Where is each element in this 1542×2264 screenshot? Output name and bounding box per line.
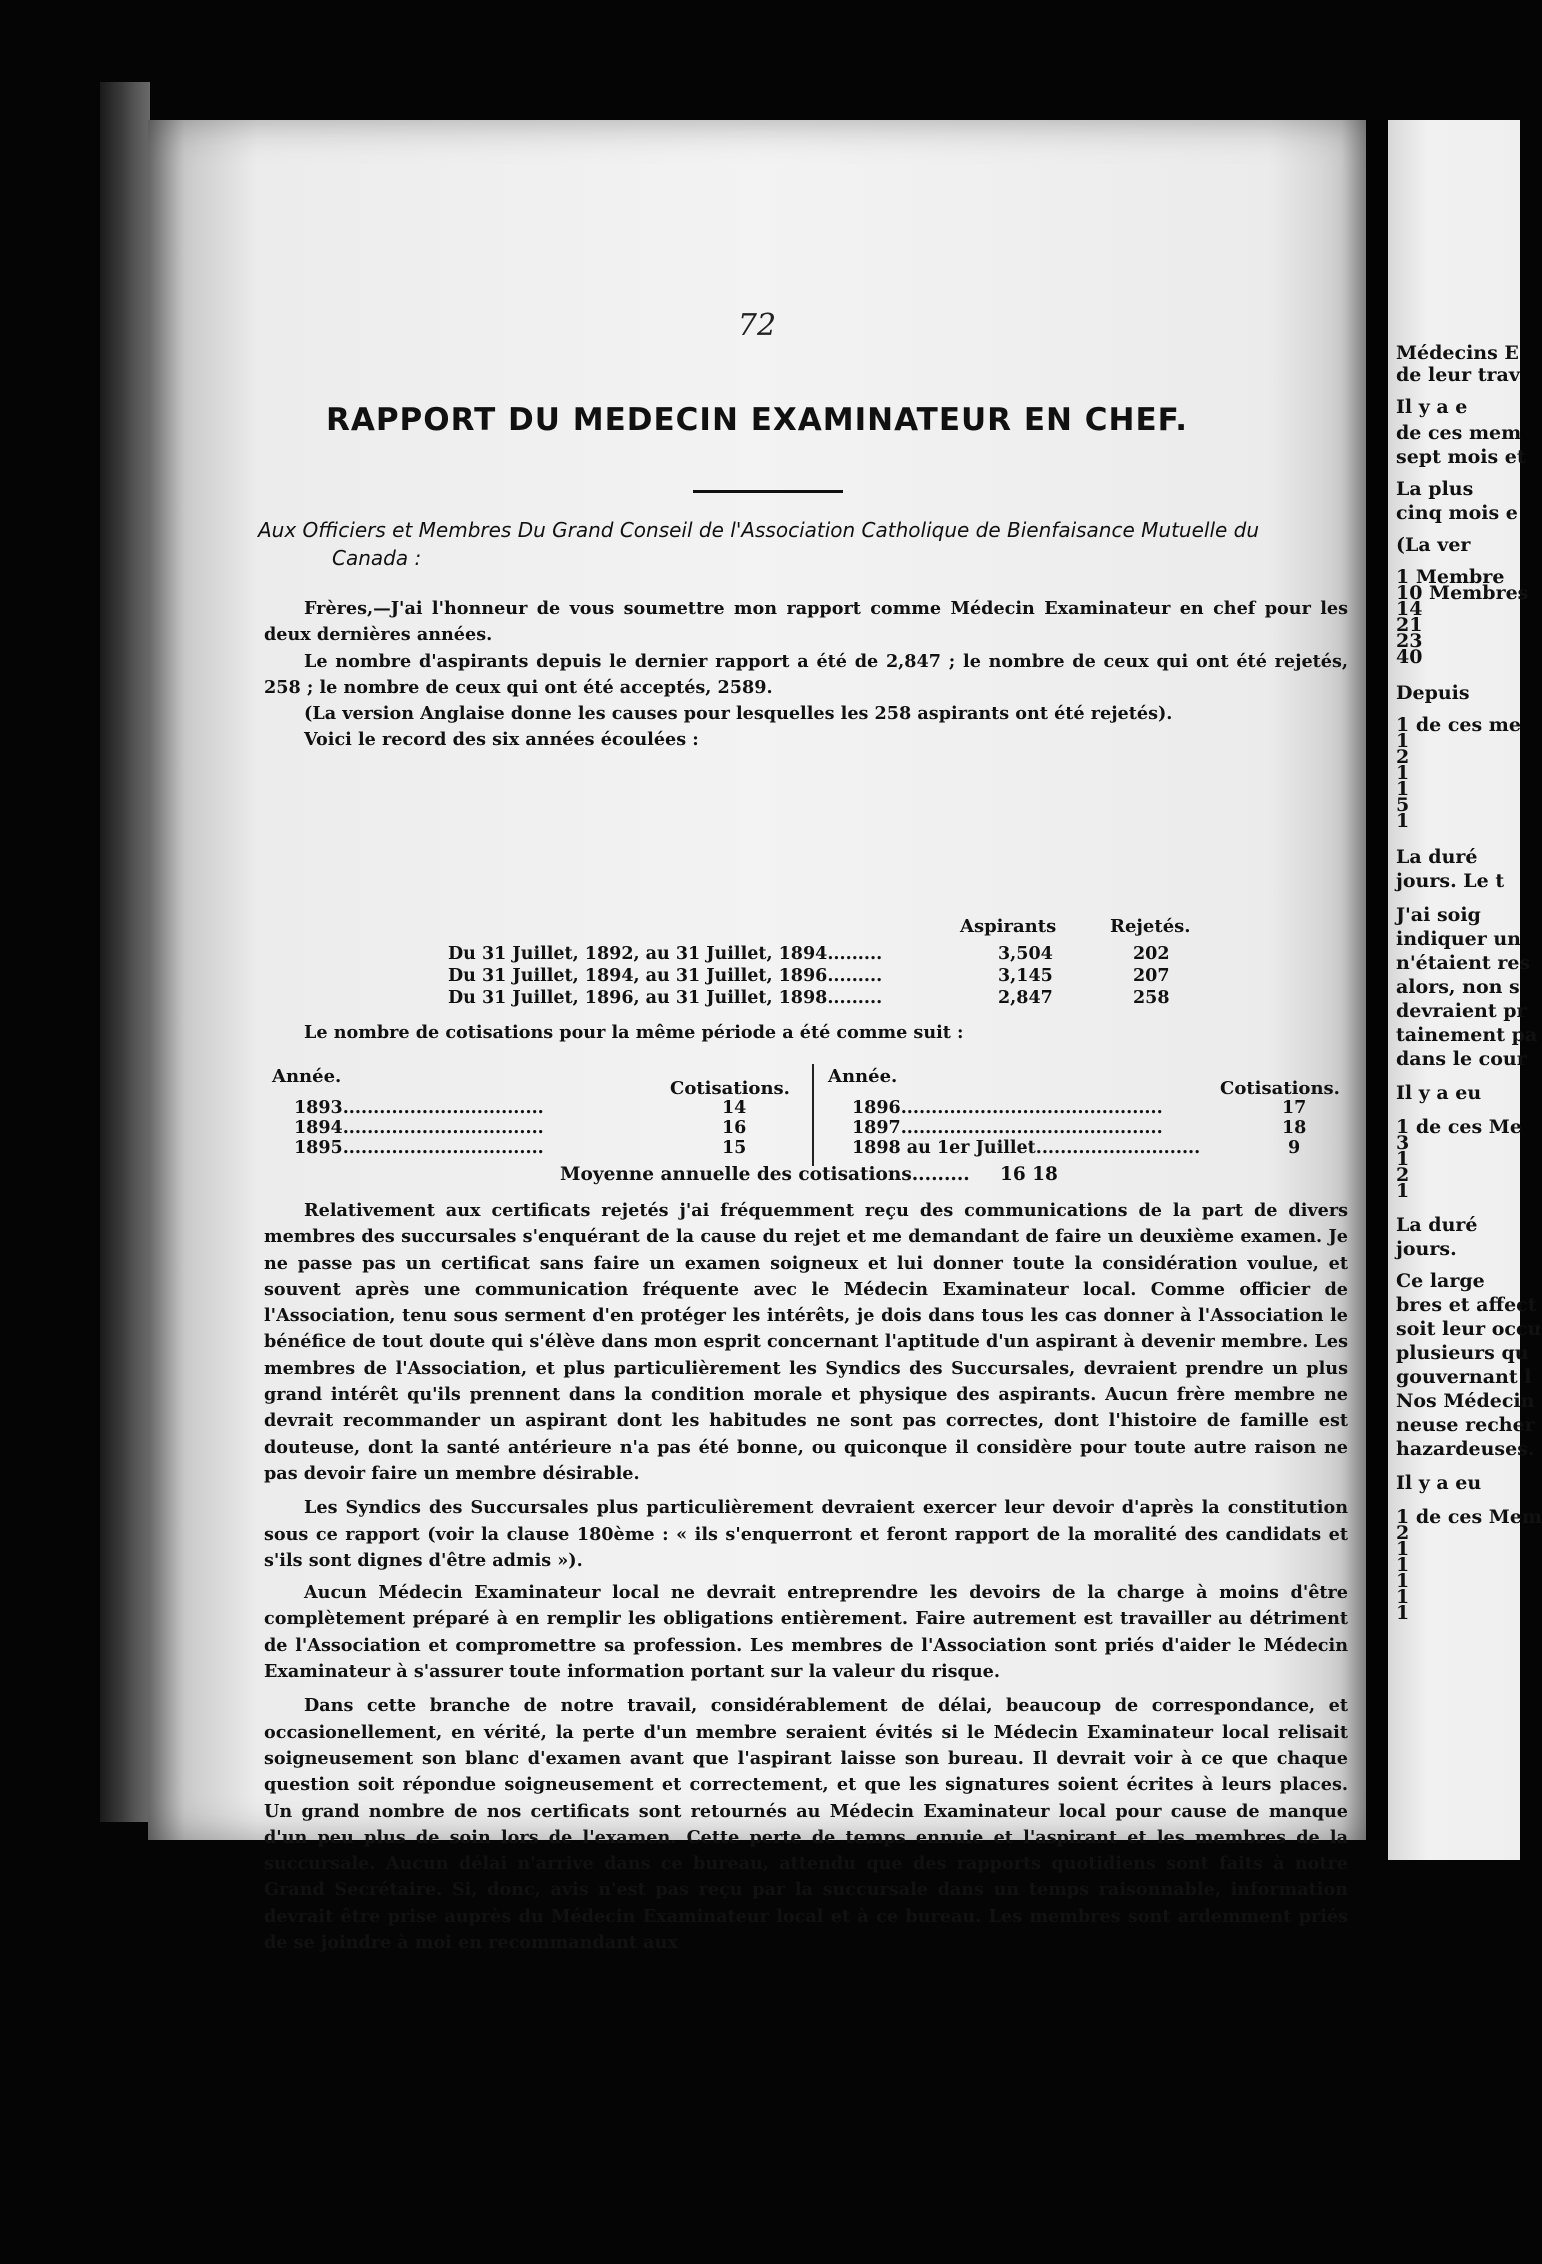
page-gutter: [1366, 120, 1388, 1840]
facing-page-line: 1: [1396, 1148, 1410, 1170]
cotisations-year-right: 1898 au 1er Juillet...........................: [852, 1138, 1201, 1158]
facing-page-line: Il y a e: [1396, 396, 1468, 418]
cotisations-value-left: 14: [722, 1098, 747, 1118]
facing-page-line: dans le cour: [1396, 1048, 1527, 1070]
paragraph-6: Relativement aux certificats rejetés j'ai fréquemment reçu des communications de la part de divers membres des succursales s'enquérant de la cause du rejet et me demandant de faire un deuxième examen. Je ne passe pas un certificat sans faire un examen soigneux et lui donner toute la considération voulue, et souvent après une communication fréquente avec le Médecin Examinateur local. Comme officier de l'Association, tenu sous serment d'en protéger les intérêts, je dois dans tous les cas donner à l'Association le bénéfice de tout doute qui s'élève dans mon esprit concernant l'aptitude d'un aspirant à devenir membre. Les membres de l'Association, et plus particulièrement les Syndics des Succursales, devraient prendre un plus grand intérêt qu'ils prennent dans la condition morale et physique des aspirants. Aucun frère membre ne devrait recommander un aspirant dont les habitudes ne sont pas correctes, dont l'histoire de famille est douteuse, dont la santé antérieure n'a pas été bonne, ou quiconque il considère pour toute autre raison ne pas devoir faire un membre désirable.: [264, 1200, 1348, 1484]
title-divider: [693, 490, 843, 493]
facing-page-line: tainement pa: [1396, 1024, 1538, 1046]
paragraph-2: Le nombre d'aspirants depuis le dernier rapport a été de 2,847 ; le nombre de ceux qui ont été rejetés, 258 ; le nombre de ceux qui ont été acceptés, 2589.: [264, 650, 1348, 698]
facing-page-line: 1: [1396, 1586, 1410, 1608]
facing-page-line: 3: [1396, 1132, 1410, 1154]
cotisations-value-right: 9: [1288, 1138, 1301, 1158]
facing-page-line: 5: [1396, 794, 1410, 816]
record-header-rejetes: Rejetés.: [1110, 916, 1191, 937]
cotisations-year-right: 1896...........................................: [852, 1098, 1163, 1118]
record-row-period: Du 31 Juillet, 1894, au 31 Juillet, 1896.........: [448, 966, 883, 986]
paragraph-3: (La version Anglaise donne les causes pour lesquelles les 258 aspirants ont été rejetés).: [304, 703, 1173, 725]
address-line-2: Canada :: [332, 546, 422, 570]
record-header-aspirants: Aspirants: [960, 916, 1057, 937]
cotisations-year-left: 1893.................................: [294, 1098, 544, 1118]
facing-page-line: hazardeuses.: [1396, 1438, 1535, 1460]
page-number: 72: [737, 308, 777, 343]
cotisations-header-value-left: Cotisations.: [670, 1078, 790, 1099]
facing-page-line: Il y a eu: [1396, 1082, 1482, 1104]
facing-page-line: La duré: [1396, 1214, 1478, 1236]
facing-page-line: 23: [1396, 630, 1423, 652]
facing-page-line: 2: [1396, 746, 1410, 768]
facing-page-line: 14: [1396, 598, 1423, 620]
address-line-1: Aux Officiers et Membres Du Grand Conseil de l'Association Catholique de Bienfaisance Mutuelle du: [258, 518, 1260, 542]
facing-page-line: 1 Membre: [1396, 566, 1505, 588]
page-title: RAPPORT DU MEDECIN EXAMINATEUR EN CHEF.: [325, 402, 1189, 438]
record-row-rejetes: 258: [1133, 988, 1170, 1008]
facing-page-line: 1: [1396, 778, 1410, 800]
facing-page-line: gouvernant l: [1396, 1366, 1532, 1388]
facing-page-line: devraient pr: [1396, 1000, 1527, 1022]
paragraph-5: Le nombre de cotisations pour la même période a été comme suit :: [304, 1022, 964, 1043]
facing-page-line: sept mois et: [1396, 446, 1526, 468]
facing-page-line: (La ver: [1396, 534, 1471, 556]
facing-page-line: 1 de ces Me: [1396, 1116, 1522, 1138]
cotisations-year-right: 1897...........................................: [852, 1118, 1163, 1138]
facing-page-line: plusieurs qu: [1396, 1342, 1529, 1364]
facing-page-line: jours. Le t: [1396, 870, 1505, 892]
book-binding-edge: [100, 82, 150, 1822]
facing-page-line: 21: [1396, 614, 1423, 636]
facing-page-line: 1: [1396, 1602, 1410, 1624]
facing-page-line: indiquer un: [1396, 928, 1521, 950]
cotisations-value-left: 16: [722, 1118, 747, 1138]
facing-page-line: Nos Médecin: [1396, 1390, 1535, 1412]
cotisations-year-left: 1895.................................: [294, 1138, 544, 1158]
document-page: [148, 120, 1366, 1954]
facing-page-line: 2: [1396, 1164, 1410, 1186]
facing-page-line: 2: [1396, 1522, 1410, 1544]
facing-page-line: de ces mem: [1396, 422, 1522, 444]
facing-page-line: La plus: [1396, 478, 1474, 500]
cotisations-average-label: Moyenne annuelle des cotisations.........: [560, 1164, 970, 1185]
paragraph-7: Les Syndics des Succursales plus particulièrement devraient exercer leur devoir d'après la constitution sous ce rapport (voir la clause 180ème : « ils s'enquerront et feront rapport de la moralité des candidats et s'ils sont dignes d'être admis »).: [264, 1497, 1348, 1571]
facing-page-line: Depuis: [1396, 682, 1470, 704]
cotisations-average-value: 16 18: [1000, 1164, 1058, 1185]
cotisations-column-divider: [812, 1064, 814, 1166]
record-row-aspirants: 2,847: [998, 988, 1053, 1008]
record-row-aspirants: 3,145: [998, 966, 1053, 986]
record-row-aspirants: 3,504: [998, 944, 1053, 964]
record-row-period: Du 31 Juillet, 1892, au 31 Juillet, 1894.........: [448, 944, 883, 964]
report-body: [264, 1198, 1348, 1956]
facing-page-line: neuse recher: [1396, 1414, 1535, 1436]
cotisations-header-value-right: Cotisations.: [1220, 1078, 1340, 1099]
facing-page-line: bres et affect: [1396, 1294, 1537, 1316]
record-row-rejetes: 207: [1133, 966, 1170, 986]
paragraph-8: Aucun Médecin Examinateur local ne devrait entreprendre les devoirs de la charge à moins d'être complètement préparé à en remplir les obligations entièrement. Faire autrement est travailler au détriment de l'Association et compromettre sa profession. Les membres de l'Association sont priés d'aider le Médecin Examinateur à s'assurer toute information portant sur la valeur du risque.: [264, 1582, 1348, 1683]
facing-page-line: 1: [1396, 730, 1410, 752]
facing-page-line: J'ai soig: [1396, 904, 1481, 926]
cotisations-value-right: 18: [1282, 1118, 1307, 1138]
facing-page-line: Ce large: [1396, 1270, 1485, 1292]
record-row-period: Du 31 Juillet, 1896, au 31 Juillet, 1898.........: [448, 988, 883, 1008]
cotisations-intro: [264, 1020, 1348, 1046]
facing-page-line: cinq mois e: [1396, 502, 1518, 524]
facing-page-line: 1: [1396, 1538, 1410, 1560]
facing-page-line: soit leur occu: [1396, 1318, 1542, 1340]
address-salutation: [258, 516, 1338, 572]
facing-page-line: La duré: [1396, 846, 1478, 868]
cotisations-header-annee-right: Année.: [828, 1066, 898, 1087]
facing-page-line: 1: [1396, 810, 1410, 832]
facing-page-fragment: [1388, 120, 1542, 1860]
facing-page-line: 1: [1396, 1570, 1410, 1592]
cotisations-value-left: 15: [722, 1138, 747, 1158]
record-row-rejetes: 202: [1133, 944, 1170, 964]
facing-page-line: n'étaient res: [1396, 952, 1531, 974]
facing-page-line: de leur trav: [1396, 364, 1520, 386]
facing-page-line: alors, non s: [1396, 976, 1520, 998]
facing-page-line: 1: [1396, 762, 1410, 784]
paragraph-4: Voici le record des six années écoulées :: [304, 729, 699, 751]
cotisations-value-right: 17: [1282, 1098, 1307, 1118]
cotisations-year-left: 1894.................................: [294, 1118, 544, 1138]
cotisations-header-annee-left: Année.: [272, 1066, 342, 1087]
facing-page-line: 10 Membres: [1396, 582, 1529, 604]
facing-page-line: 1 de ces me: [1396, 714, 1521, 736]
facing-page-line: 1: [1396, 1554, 1410, 1576]
facing-page-line: Médecins E: [1396, 342, 1519, 364]
facing-page-line: Il y a eu: [1396, 1472, 1482, 1494]
paragraph-9: Dans cette branche de notre travail, considérablement de délai, beaucoup de correspondance, et occasionellement, en vérité, la perte d'un membre seraient évités si le Médecin Examinateur local relisait soigneusement son blanc d'examen avant que l'aspirant laisse son bureau. Il devrait voir à ce que chaque question soit répondue soigneusement et correctement, et que les signatures soient écrites à leurs places. Un grand nombre de nos certificats sont retournés au Médecin Examinateur local pour cause de manque d'un peu plus de soin lors de l'examen. Cette perte de temps ennuie et l'aspirant et les membres de la succursale. Aucun délai n'arrive dans ce bureau, attendu que des rapports quotidiens sont faits à notre Grand Secrétaire. Si, donc, avis n'est pas reçu par la succursale dans un temps raisonnable, information devrait être prise auprès du Médecin Examinateur local et à ce bureau. Les membres sont ardemment priés de se joindre à moi en recommandant aux: [264, 1695, 1348, 1954]
paragraph-1: Frères,—J'ai l'honneur de vous soumettre mon rapport comme Médecin Examinateur en chef pour les deux dernières années.: [264, 598, 1348, 646]
facing-page-line: 1 de ces Mem: [1396, 1506, 1542, 1528]
facing-page-line: 1: [1396, 1180, 1410, 1202]
facing-page-line: jours.: [1396, 1238, 1457, 1260]
intro-block: [264, 596, 1348, 754]
facing-page-line: 40: [1396, 646, 1423, 668]
